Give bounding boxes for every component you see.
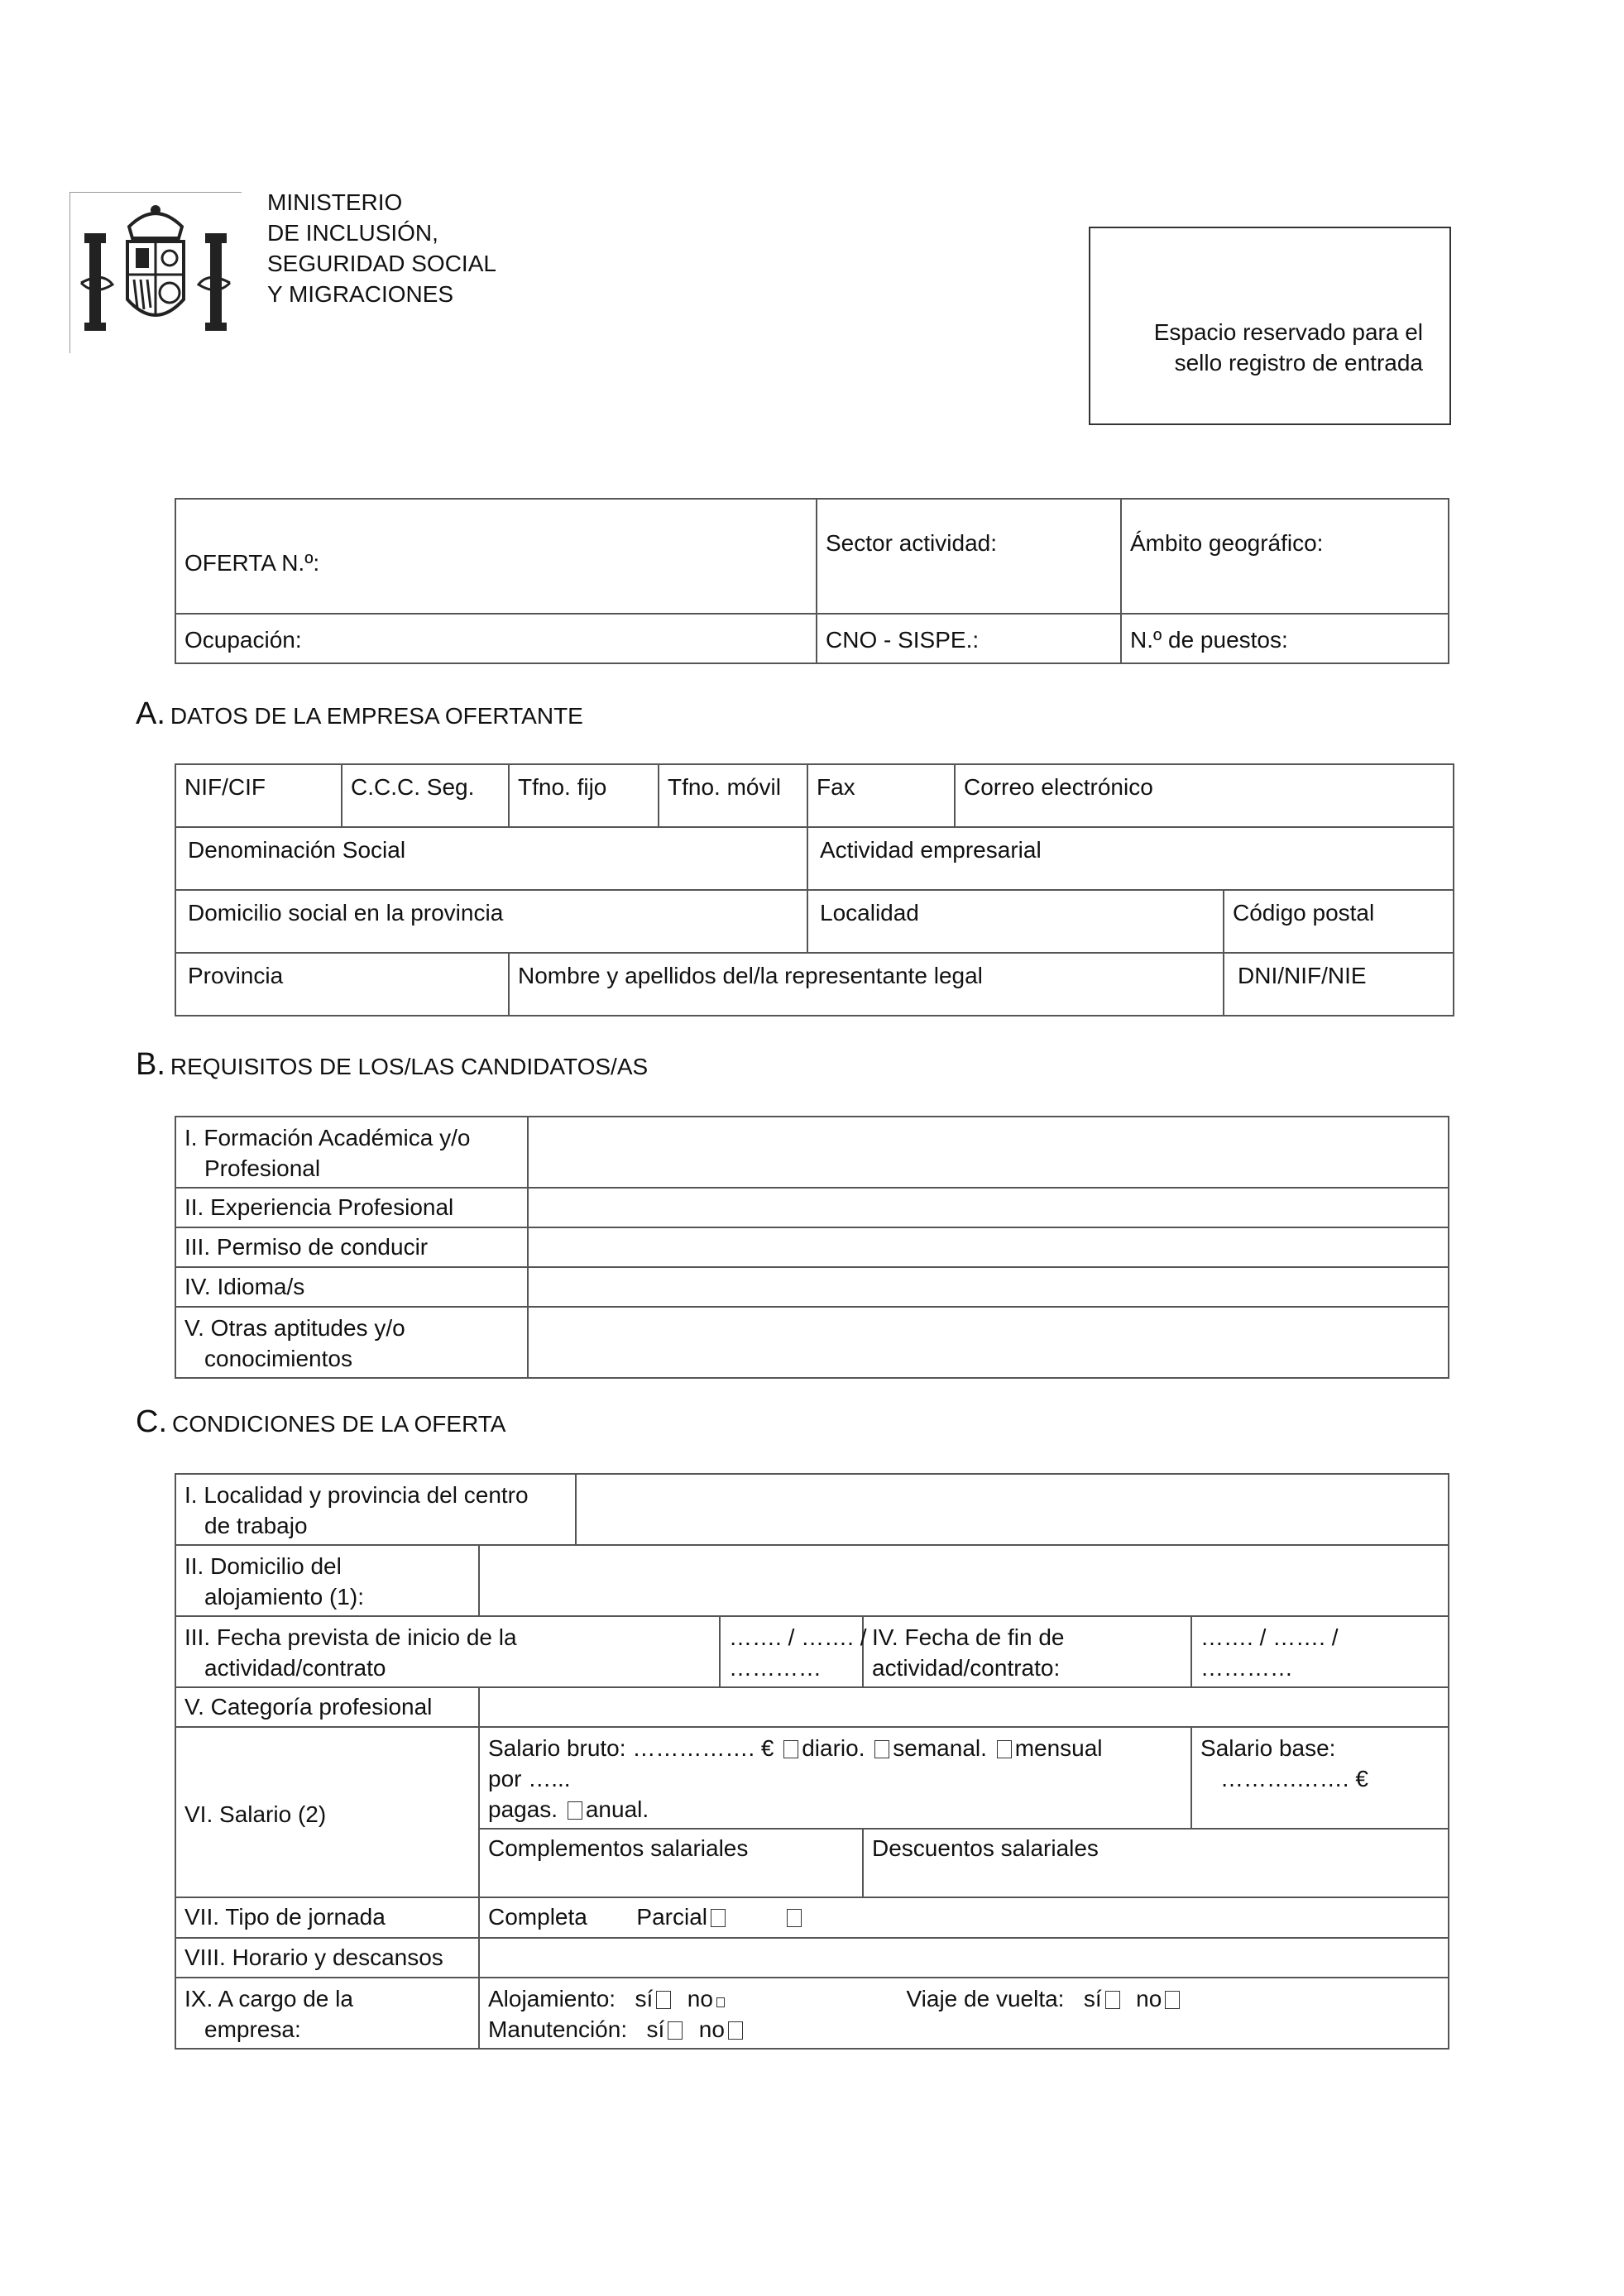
categoria-label: V. Categoría profesional: [175, 1687, 479, 1727]
fecha-inicio-label: III. Fecha prevista de inicio de la actividad/contrato: [175, 1616, 720, 1687]
horario-input[interactable]: [479, 1938, 1449, 1978]
salario-base-field[interactable]: Salario base: ……….……. €: [1191, 1727, 1449, 1829]
req-permiso-input[interactable]: [528, 1227, 1449, 1267]
descuentos-field[interactable]: Descuentos salariales: [863, 1829, 1449, 1897]
horario-label: VIII. Horario y descansos: [175, 1938, 479, 1978]
req-label: IV. Idioma/s: [175, 1267, 528, 1307]
localidad-centro-input[interactable]: [576, 1474, 1449, 1545]
company-data-table: [175, 763, 1454, 1016]
localidad-field[interactable]: Localidad: [807, 890, 1224, 953]
req-otras-input[interactable]: [528, 1307, 1449, 1378]
domicilio-alojamiento-input[interactable]: [479, 1545, 1449, 1616]
parcial-checkbox[interactable]: [787, 1909, 802, 1927]
correo-field[interactable]: Correo electrónico: [955, 764, 1454, 827]
tfno-movil-field[interactable]: Tfno. móvil: [659, 764, 807, 827]
alojamiento-si-checkbox[interactable]: [656, 1991, 671, 2009]
ocupacion-field[interactable]: Ocupación:: [175, 614, 817, 663]
entry-stamp-box: [1089, 227, 1451, 425]
domicilio-alojamiento-label: II. Domicilio del alojamiento (1):: [175, 1545, 479, 1616]
anual-checkbox[interactable]: [568, 1801, 582, 1820]
representante-field[interactable]: Nombre y apellidos del/la representante legal: [509, 953, 1224, 1016]
tfno-fijo-field[interactable]: Tfno. fijo: [509, 764, 659, 827]
denominacion-field[interactable]: Denominación Social: [175, 827, 807, 890]
completa-checkbox[interactable]: [711, 1909, 726, 1927]
fax-field[interactable]: Fax: [807, 764, 955, 827]
ministry-line: DE INCLUSIÓN,: [267, 220, 438, 246]
viaje-si-checkbox[interactable]: [1105, 1991, 1120, 2009]
diario-checkbox[interactable]: [783, 1740, 798, 1758]
cargo-options: Alojamiento: sí no Viaje de vuelta: sí no Manutención: sí no: [479, 1978, 1449, 2049]
ambito-field[interactable]: Ámbito geográfico:: [1121, 499, 1449, 614]
jornada-options: Completa Parcial: [479, 1897, 1449, 1938]
fecha-fin-label: IV. Fecha de fin de actividad/contrato:: [863, 1616, 1191, 1687]
offer-header-table: [175, 498, 1449, 664]
section-a-title: A. DATOS DE LA EMPRESA OFERTANTE: [136, 696, 583, 731]
mensual-checkbox[interactable]: [997, 1740, 1012, 1758]
dni-field[interactable]: DNI/NIF/NIE: [1224, 953, 1454, 1016]
ministry-line: MINISTERIO: [267, 189, 403, 215]
jornada-label: VII. Tipo de jornada: [175, 1897, 479, 1938]
puestos-field[interactable]: N.º de puestos:: [1121, 614, 1449, 663]
salario-label: VI. Salario (2): [175, 1727, 479, 1897]
fecha-inicio-input[interactable]: ……. / ……. / …………: [720, 1616, 863, 1687]
cno-field[interactable]: CNO - SISPE.:: [817, 614, 1121, 663]
ministry-line: Y MIGRACIONES: [267, 281, 454, 307]
section-b-title: B. REQUISITOS DE LOS/LAS CANDIDATOS/AS: [136, 1047, 649, 1082]
req-label: V. Otras aptitudes y/o conocimientos: [175, 1307, 528, 1378]
semanal-checkbox[interactable]: [874, 1740, 889, 1758]
section-c-title: C. CONDICIONES DE LA OFERTA: [136, 1404, 506, 1439]
complementos-field[interactable]: Complementos salariales: [479, 1829, 863, 1897]
manutencion-si-checkbox[interactable]: [668, 2021, 683, 2040]
viaje-no-checkbox[interactable]: [1165, 1991, 1180, 2009]
stamp-line: sello registro de entrada: [1174, 350, 1423, 375]
provincia-field[interactable]: Provincia: [175, 953, 509, 1016]
offer-conditions-table: [175, 1473, 1449, 2050]
fecha-fin-input[interactable]: ……. / ……. / …………: [1191, 1616, 1449, 1687]
requirements-table: [175, 1116, 1449, 1379]
req-idioma-input[interactable]: [528, 1267, 1449, 1307]
req-experiencia-input[interactable]: [528, 1188, 1449, 1227]
alojamiento-no-checkbox[interactable]: [716, 1997, 725, 2007]
ministry-name: [267, 187, 496, 309]
nif-field[interactable]: NIF/CIF: [175, 764, 342, 827]
manutencion-no-checkbox[interactable]: [728, 2021, 743, 2040]
stamp-line: Espacio reservado para el: [1153, 319, 1423, 345]
ministry-line: SEGURIDAD SOCIAL: [267, 251, 496, 276]
req-label: I. Formación Académica y/o Profesional: [175, 1117, 528, 1188]
req-formacion-input[interactable]: [528, 1117, 1449, 1188]
coat-of-arms-logo: [69, 192, 242, 353]
ccc-field[interactable]: C.C.C. Seg.: [342, 764, 509, 827]
actividad-field[interactable]: Actividad empresarial: [807, 827, 1454, 890]
req-label: II. Experiencia Profesional: [175, 1188, 528, 1227]
sector-field[interactable]: Sector actividad:: [817, 499, 1121, 614]
cargo-label: IX. A cargo de la empresa:: [175, 1978, 479, 2049]
cp-field[interactable]: Código postal: [1224, 890, 1454, 953]
domicilio-field[interactable]: Domicilio social en la provincia: [175, 890, 807, 953]
categoria-input[interactable]: [479, 1687, 1449, 1727]
localidad-centro-label: I. Localidad y provincia del centro de trabajo: [175, 1474, 576, 1545]
oferta-field[interactable]: OFERTA N.º:: [175, 499, 817, 614]
req-label: III. Permiso de conducir: [175, 1227, 528, 1267]
salario-bruto-field[interactable]: Salario bruto: ……………. € diario. semanal. mensual por …... pagas. anual.: [479, 1727, 1191, 1829]
